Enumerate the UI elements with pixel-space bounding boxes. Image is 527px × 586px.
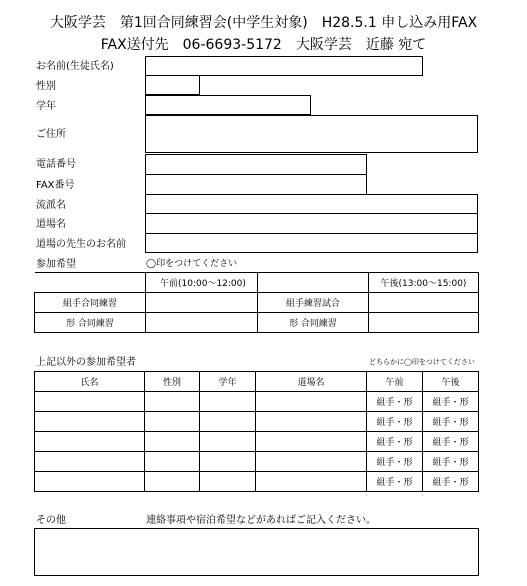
row2-gender[interactable]	[145, 412, 200, 432]
phone-field[interactable]	[145, 154, 367, 175]
row3-name[interactable]	[35, 432, 145, 452]
grade-field[interactable]	[145, 95, 311, 115]
others-note: どちらかに◯印をつけてください	[369, 358, 475, 366]
fax-label: FAX番号	[36, 180, 75, 191]
pm-header: 午後(13:00～15:00)	[369, 273, 479, 293]
row5-name[interactable]	[35, 472, 145, 492]
participation-instruction: ◯印をつけてください	[146, 259, 238, 269]
kata-practice-pm-label: 形 合同練習	[258, 313, 369, 333]
row4-pm-choice[interactable]: 組手・形	[423, 452, 479, 472]
row1-gender[interactable]	[145, 392, 200, 412]
dojo-field[interactable]	[145, 213, 478, 234]
teacher-field[interactable]	[145, 233, 478, 253]
name-field[interactable]	[145, 56, 423, 76]
row1-dojo[interactable]	[256, 392, 367, 412]
row4-am-choice[interactable]: 組手・形	[367, 452, 423, 472]
row2-am-choice[interactable]: 組手・形	[367, 412, 423, 432]
row2-grade[interactable]	[200, 412, 256, 432]
others-header-row	[35, 372, 479, 392]
pm-kata-cell[interactable]	[369, 313, 479, 333]
fax-destination: FAX送付先 06-6693-5172 大阪学芸 近藤 宛て	[100, 37, 427, 53]
address-label: ご住所	[36, 129, 66, 140]
table-row	[35, 432, 479, 452]
school-field[interactable]	[145, 194, 478, 214]
row4-grade[interactable]	[200, 452, 256, 472]
row5-grade[interactable]	[200, 472, 256, 492]
gender-field[interactable]	[145, 75, 200, 95]
row2-name[interactable]	[35, 412, 145, 432]
gender-label: 性別	[36, 81, 56, 92]
row2-dojo[interactable]	[256, 412, 367, 432]
row3-grade[interactable]	[200, 432, 256, 452]
row5-am-choice[interactable]: 組手・形	[367, 472, 423, 492]
grade-label: 学年	[36, 101, 56, 112]
teacher-label: 道場の先生のお名前	[36, 239, 126, 250]
row3-pm-choice[interactable]: 組手・形	[423, 432, 479, 452]
row4-name[interactable]	[35, 452, 145, 472]
table-row	[35, 412, 479, 432]
kata-practice-label: 形 合同練習	[35, 313, 146, 333]
table-row	[35, 392, 479, 412]
row4-dojo[interactable]	[256, 452, 367, 472]
row2-pm-choice[interactable]: 組手・形	[423, 412, 479, 432]
am-kumite-cell[interactable]	[146, 293, 258, 313]
col-name: 氏名	[35, 372, 145, 392]
am-header: 午前(10:00～12:00)	[146, 273, 258, 293]
remarks-label: その他	[36, 515, 66, 526]
remarks-note: 連絡事項や宿泊希望などがあればご記入ください。	[146, 515, 376, 526]
row1-grade[interactable]	[200, 392, 256, 412]
row4-gender[interactable]	[145, 452, 200, 472]
others-table	[34, 371, 479, 492]
row5-dojo[interactable]	[256, 472, 367, 492]
participation-table	[34, 272, 479, 333]
col-dojo: 道場名	[256, 372, 367, 392]
kumite-practice-label: 組手合同練習	[35, 293, 146, 313]
form-title: 大阪学芸 第1回合同練習会(中学生対象) H28.5.1 申し込み用FAX	[49, 15, 478, 31]
row3-am-choice[interactable]: 組手・形	[367, 432, 423, 452]
col-am: 午前	[367, 372, 423, 392]
participation-label: 参加希望	[36, 259, 76, 270]
table-row	[35, 472, 479, 492]
row3-gender[interactable]	[145, 432, 200, 452]
row3-dojo[interactable]	[256, 432, 367, 452]
row5-gender[interactable]	[145, 472, 200, 492]
kumite-match-label: 組手練習試合	[258, 293, 369, 313]
name-label: お名前(生徒氏名)	[36, 61, 114, 72]
row5-pm-choice[interactable]: 組手・形	[423, 472, 479, 492]
col-grade: 学年	[200, 372, 256, 392]
school-label: 流派名	[36, 200, 66, 211]
table-row	[35, 452, 479, 472]
others-label: 上記以外の参加希望者	[36, 357, 136, 368]
row1-am-choice[interactable]: 組手・形	[367, 392, 423, 412]
address-field[interactable]	[145, 115, 478, 153]
dojo-label: 道場名	[36, 219, 66, 230]
row1-name[interactable]	[35, 392, 145, 412]
am-kata-cell[interactable]	[146, 313, 258, 333]
fax-field[interactable]	[145, 174, 367, 195]
pm-kumite-cell[interactable]	[369, 293, 479, 313]
row1-pm-choice[interactable]: 組手・形	[423, 392, 479, 412]
col-gender: 性別	[145, 372, 200, 392]
remarks-field[interactable]	[34, 528, 479, 576]
phone-label: 電話番号	[36, 159, 76, 170]
col-pm: 午後	[423, 372, 479, 392]
